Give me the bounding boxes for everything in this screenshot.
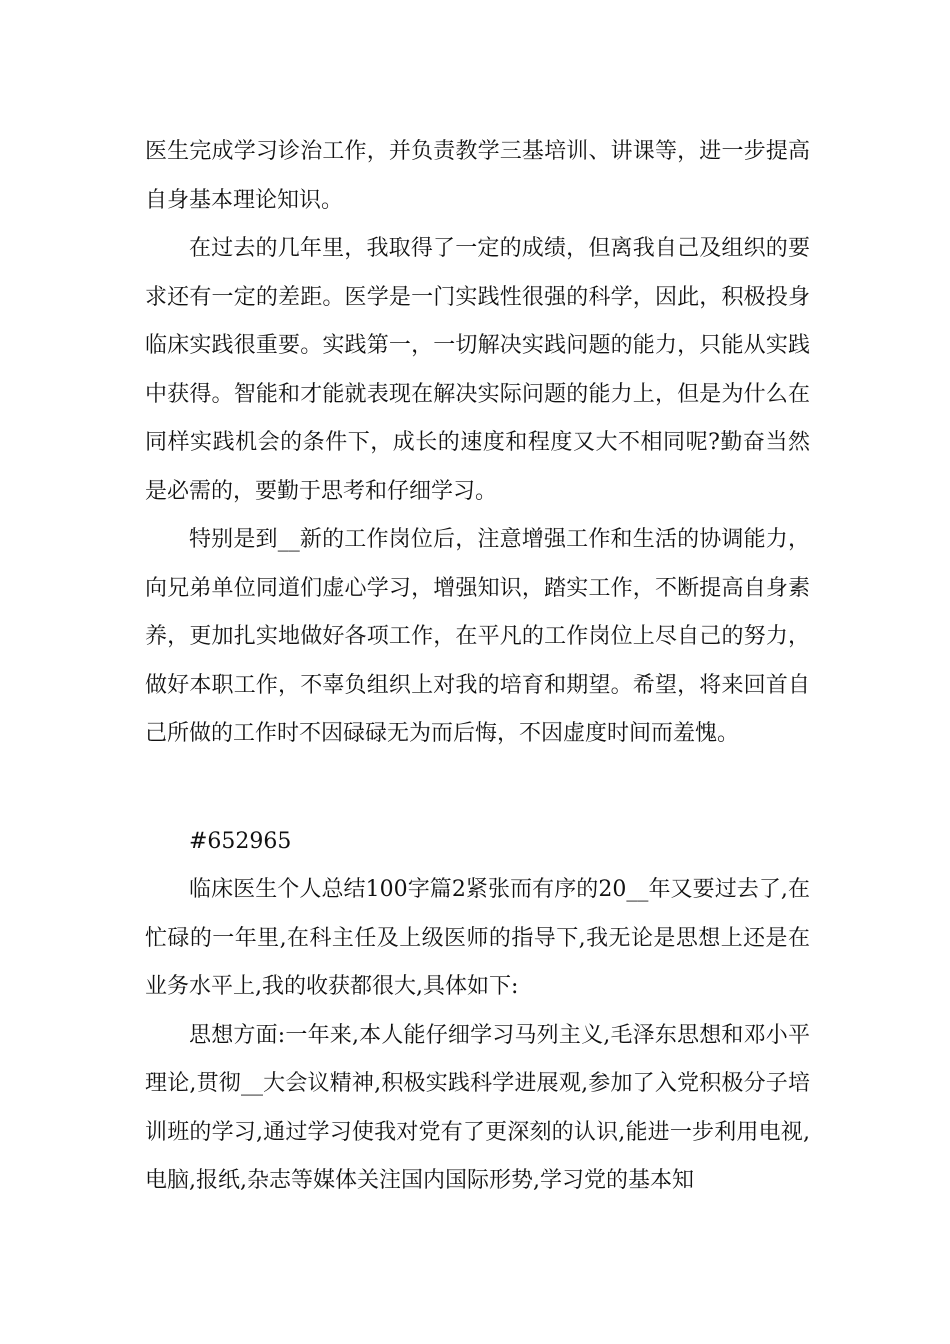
paragraph-ideology: 思想方面:一年来,本人能仔细学习马列主义,毛泽东思想和邓小平理论,贯彻__大会议精神,积极实践科学进展观,参加了入党积极分子培训班的学习,通过学习使我对党有了更深刻的认识,能进一步利用电视,电脑,报纸,杂志等媒体关注国内国际形势,学习党的基本知 xyxy=(145,1022,810,1193)
paragraph-summary-intro: 临床医生个人总结100字篇2紧张而有序的20__年又要过去了,在忙碌的一年里,在科主任及上级医师的指导下,我无论是思想上还是在业务水平上,我的收获都很大,具体如下: xyxy=(145,877,810,999)
paragraph-achievements: 在过去的几年里，我取得了一定的成绩，但离我自己及组织的要求还有一定的差距。医学是一门实践性很强的科学，因此，积极投身临床实践很重要。实践第一，一切解决实践问题的能力，只能从实践中获得。智能和才能就表现在解决实际问题的能力上，但是为什么在同样实践机会的条件下，成长的速度和程度又大不相同呢?勤奋当然是必需的，要勤于思考和仔细学习。 xyxy=(145,236,810,504)
document-id: #652965 xyxy=(189,829,292,854)
section-2 xyxy=(145,866,810,1206)
section-1 xyxy=(145,128,810,759)
paragraph-new-post: 特别是到__新的工作岗位后，注意增强工作和生活的协调能力，向兄弟单位同道们虚心学习，增强知识，踏实工作，不断提高自身素养，更加扎实地做好各项工作，在平凡的工作岗位上尽自己的努力，做好本职工作，不辜负组织上对我的培育和期望。希望，将来回首自己所做的工作时不因碌碌无为而后悔，不因虚度时间而羞愧。 xyxy=(145,527,810,746)
paragraph-continuation: 医生完成学习诊治工作，并负责教学三基培训、讲课等，进一步提高自身基本理论知识。 xyxy=(145,139,810,213)
